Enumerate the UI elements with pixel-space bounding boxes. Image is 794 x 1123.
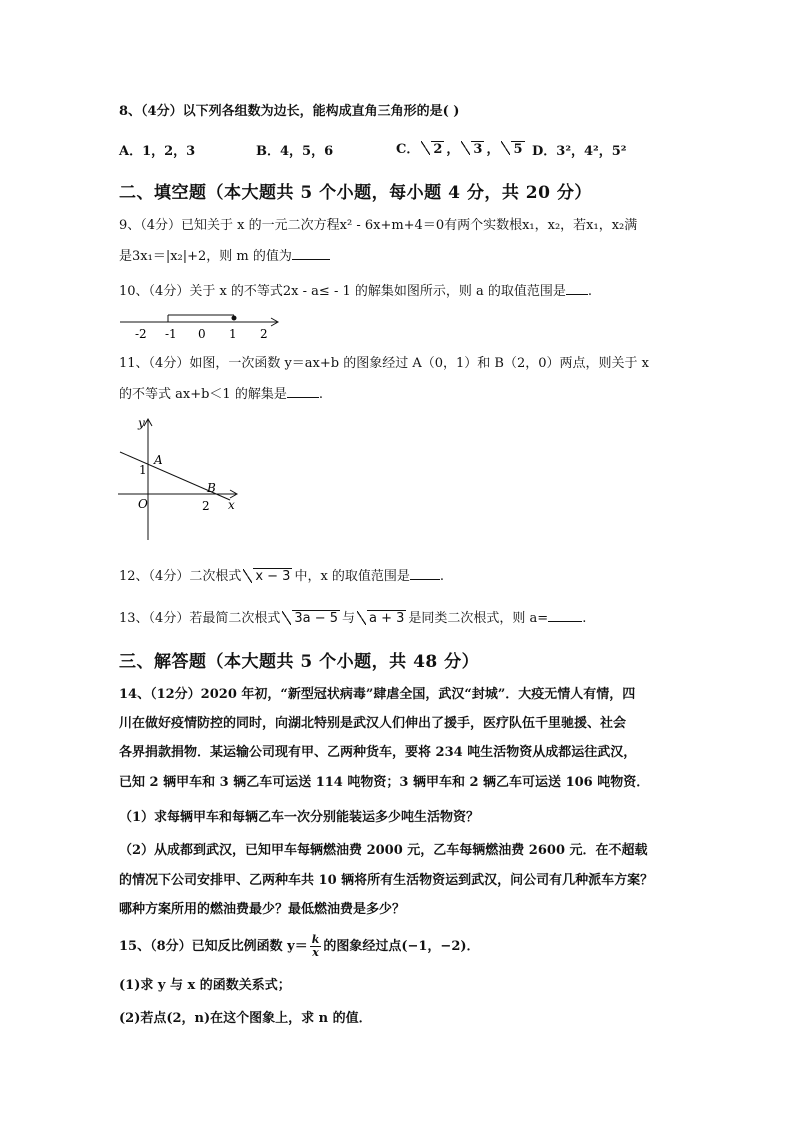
tick-label: -1 xyxy=(165,327,177,341)
q13-conjunction: 与 xyxy=(342,611,356,626)
point-b-label: B xyxy=(207,481,216,495)
q14-line: 哪种方案所用的燃油费最少？最低燃油费是多少？ xyxy=(119,902,406,917)
sqrt-symbol xyxy=(501,141,524,158)
radicand: 2 xyxy=(433,142,443,157)
answer-blank xyxy=(566,281,588,295)
q14-line: 已知 2 辆甲车和 3 辆乙车可运送 114 吨物资；3 辆甲车和 2 辆乙车可运送 106 吨物资． xyxy=(119,775,650,790)
q8-option-d: D．3²，4²，5² xyxy=(532,144,627,159)
q10-stem-text: 10、（4分）关于 x 的不等式2x - a≤ - 1 的解集如图所示，则 a 的取值范围是 xyxy=(119,284,566,299)
q13-stem xyxy=(119,608,586,628)
q11-line-2 xyxy=(119,384,323,404)
tick-label: 0 xyxy=(198,327,206,341)
q14-line: 14、（12分）2020 年初，“新型冠状病毒”肆虐全国，武汉“封城”．大疫无情人有情，四 xyxy=(119,687,636,702)
q14-part-1: （1）求每辆甲车和每辆乙车一次分别能装运多少吨生活物资？ xyxy=(119,810,480,825)
origin-label: O xyxy=(138,497,148,511)
period: . xyxy=(439,569,445,584)
q11-line-2-text: 的不等式 ax+b＜1 的解集是 xyxy=(119,387,287,402)
q14-part-2: （2）从成都到武汉，已知甲车每辆燃油费 2000 元，乙车每辆燃油费 2600 元．在不超载 xyxy=(119,843,648,858)
period: . xyxy=(318,387,323,402)
radicand: 5 xyxy=(513,142,523,157)
answer-blank xyxy=(292,246,330,260)
linear-function-graph xyxy=(118,412,248,547)
period: . xyxy=(587,284,593,299)
section-3-title: 三、解答题（本大题共 5 个小题，共 48 分） xyxy=(119,652,480,672)
fraction-denominator: x xyxy=(312,946,319,959)
q9-line-2 xyxy=(119,246,330,266)
q10-stem xyxy=(119,281,592,301)
q8-option-c-label: C． xyxy=(396,142,420,157)
q8-option-c xyxy=(396,138,527,158)
radicand: 3a − 5 xyxy=(294,611,338,626)
point-a-label: A xyxy=(154,453,163,467)
y-tick-label: 1 xyxy=(139,463,147,477)
x-tick-label: 2 xyxy=(202,499,210,513)
q14-line: 的情况下公司安排甲、乙两种车共 10 辆将所有生活物资运到武汉，问公司有几种派车方案？ xyxy=(119,873,654,888)
sqrt-symbol xyxy=(282,610,340,628)
q14-line: 川在做好疫情防控的同时，向湖北特别是武汉人们伸出了援手，医疗队伍千里驰援、社会 xyxy=(119,716,627,731)
number-line xyxy=(115,312,290,342)
q13-suffix: 是同类二次根式，则 a= xyxy=(408,611,549,626)
separator: ， xyxy=(486,142,500,157)
q14-line: 各界捐款捐物．某运输公司现有甲、乙两种货车，要将 234 吨生活物资从成都运往武汉， xyxy=(119,745,637,760)
fraction-k-over-x xyxy=(310,934,322,959)
sqrt-symbol xyxy=(461,141,484,158)
solution-endpoint-dot xyxy=(232,316,237,321)
q15-prefix: 15、（8分）已知反比例函数 y＝ xyxy=(119,939,308,954)
sqrt-symbol xyxy=(357,610,406,628)
q11-line-1: 11、（4分）如图，一次函数 y＝ax+b 的图象经过 A（0，1）和 B（2，0）两点，则关于 x xyxy=(119,356,649,371)
y-axis-label: y xyxy=(138,416,145,430)
radicand: x − 3 xyxy=(255,569,291,584)
answer-blank xyxy=(548,608,582,622)
q13-prefix: 13、（4分）若最简二次根式 xyxy=(119,611,281,626)
q12-stem xyxy=(119,566,444,586)
period: . xyxy=(582,611,587,626)
section-2-title: 二、填空题（本大题共 5 个小题，每小题 4 分，共 20 分） xyxy=(119,183,592,203)
q8-stem: 8、（4分）以下列各组数为边长，能构成直角三角形的是( ) xyxy=(119,104,460,119)
tick-label: -2 xyxy=(135,327,147,341)
radicand: 3 xyxy=(473,142,483,157)
q9-line-1: 9、（4分）已知关于 x 的一元二次方程x² - 6x+m+4＝0有两个实数根x₁，x₂，若x₁，x₂满 xyxy=(119,218,638,233)
q8-option-b: B．4，5，6 xyxy=(256,144,334,159)
answer-blank xyxy=(287,384,319,398)
q15-part-1: (1)求 y 与 x 的函数关系式； xyxy=(119,978,291,993)
radicand: a + 3 xyxy=(369,611,405,626)
sqrt-symbol xyxy=(421,141,444,158)
q8-option-a: A．1，2，3 xyxy=(119,144,196,159)
sqrt-symbol xyxy=(243,568,292,586)
q12-prefix: 12、（4分）二次根式 xyxy=(119,569,242,584)
q15-stem xyxy=(119,934,480,959)
q12-suffix: 中，x 的取值范围是 xyxy=(294,569,410,584)
answer-blank xyxy=(410,566,440,580)
q15-suffix: 的图象经过点(−1，−2)． xyxy=(323,939,480,954)
separator: ， xyxy=(446,142,460,157)
q9-line-2-text: 是3x₁＝|x₂|+2，则 m 的值为 xyxy=(119,249,292,264)
tick-label: 1 xyxy=(229,327,237,341)
fraction-numerator: k xyxy=(311,933,320,946)
tick-label: 2 xyxy=(260,327,268,341)
q15-part-2: (2)若点(2，n)在这个图象上，求 n 的值． xyxy=(119,1011,372,1026)
x-axis-label: x xyxy=(228,498,235,512)
